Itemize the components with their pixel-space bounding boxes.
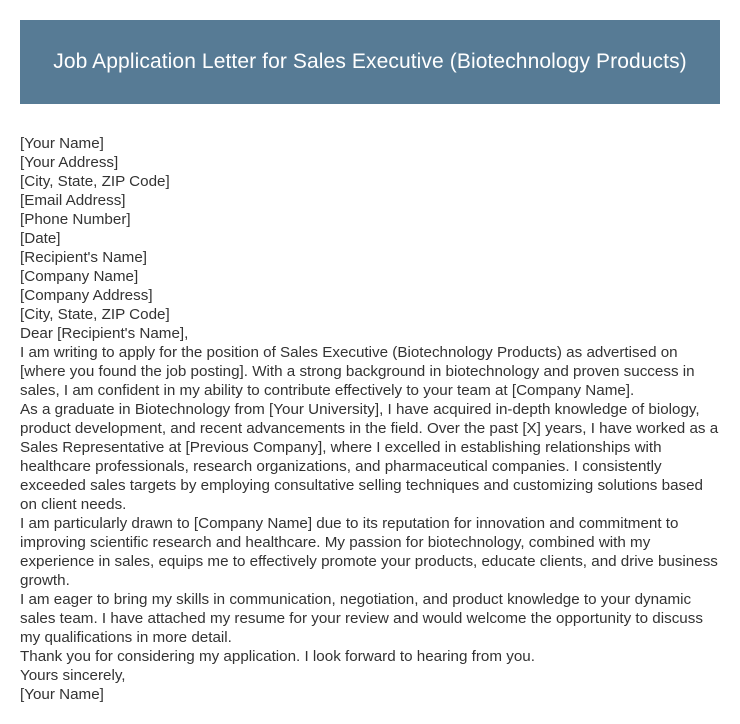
recipient-company-address: [Company Address]	[20, 287, 153, 304]
paragraph-request: I am eager to bring my skills in communication, negotiation, and product knowledge to your dynamic sales team. I have attached my resume for your review and would welcome the opportunity to discuss my qualifications in more detail.	[20, 591, 703, 646]
sender-email: [Email Address]	[20, 192, 126, 209]
recipient-name: [Recipient's Name]	[20, 249, 147, 266]
paragraph-motivation: I am particularly drawn to [Company Name] due to its reputation for innovation and commitment to improving scientific research and healthcare. My passion for biotechnology, combined with my experience in sales, equips me to effectively promote your products, educate clients, and drive business growth.	[20, 515, 718, 589]
recipient-city-state-zip: [City, State, ZIP Code]	[20, 306, 170, 323]
letter-body	[20, 134, 724, 704]
letter-date: [Date]	[20, 230, 61, 247]
sender-name: [Your Name]	[20, 135, 104, 152]
title-banner	[20, 20, 720, 104]
signature: [Your Name]	[20, 686, 104, 703]
paragraph-intro: I am writing to apply for the position of Sales Executive (Biotechnology Products) as advertised on [where you found the job posting]. With a strong background in biotechnology and proven success in sales, I am confident in my ability to contribute effectively to your team at [Company Name].	[20, 344, 695, 399]
recipient-company: [Company Name]	[20, 268, 139, 285]
sender-phone: [Phone Number]	[20, 211, 131, 228]
paragraph-thanks: Thank you for considering my application. I look forward to hearing from you.	[20, 648, 535, 665]
sender-city-state-zip: [City, State, ZIP Code]	[20, 173, 170, 190]
sender-address: [Your Address]	[20, 154, 119, 171]
page-title: Job Application Letter for Sales Executive (Biotechnology Products)	[53, 50, 687, 73]
paragraph-background: As a graduate in Biotechnology from [Your University], I have acquired in-depth knowledge of biology, product development, and recent advancements in the field. Over the past [X] years, I have worked as a Sales Representative at [Previous Company], where I excelled in establishing relationships with healthcare professionals, research organizations, and pharmaceutical companies. I consistently exceeded sales targets by employing consultative selling techniques and customizing solutions based on client needs.	[20, 401, 719, 513]
salutation: Dear [Recipient's Name],	[20, 325, 189, 342]
closing: Yours sincerely,	[20, 667, 126, 684]
